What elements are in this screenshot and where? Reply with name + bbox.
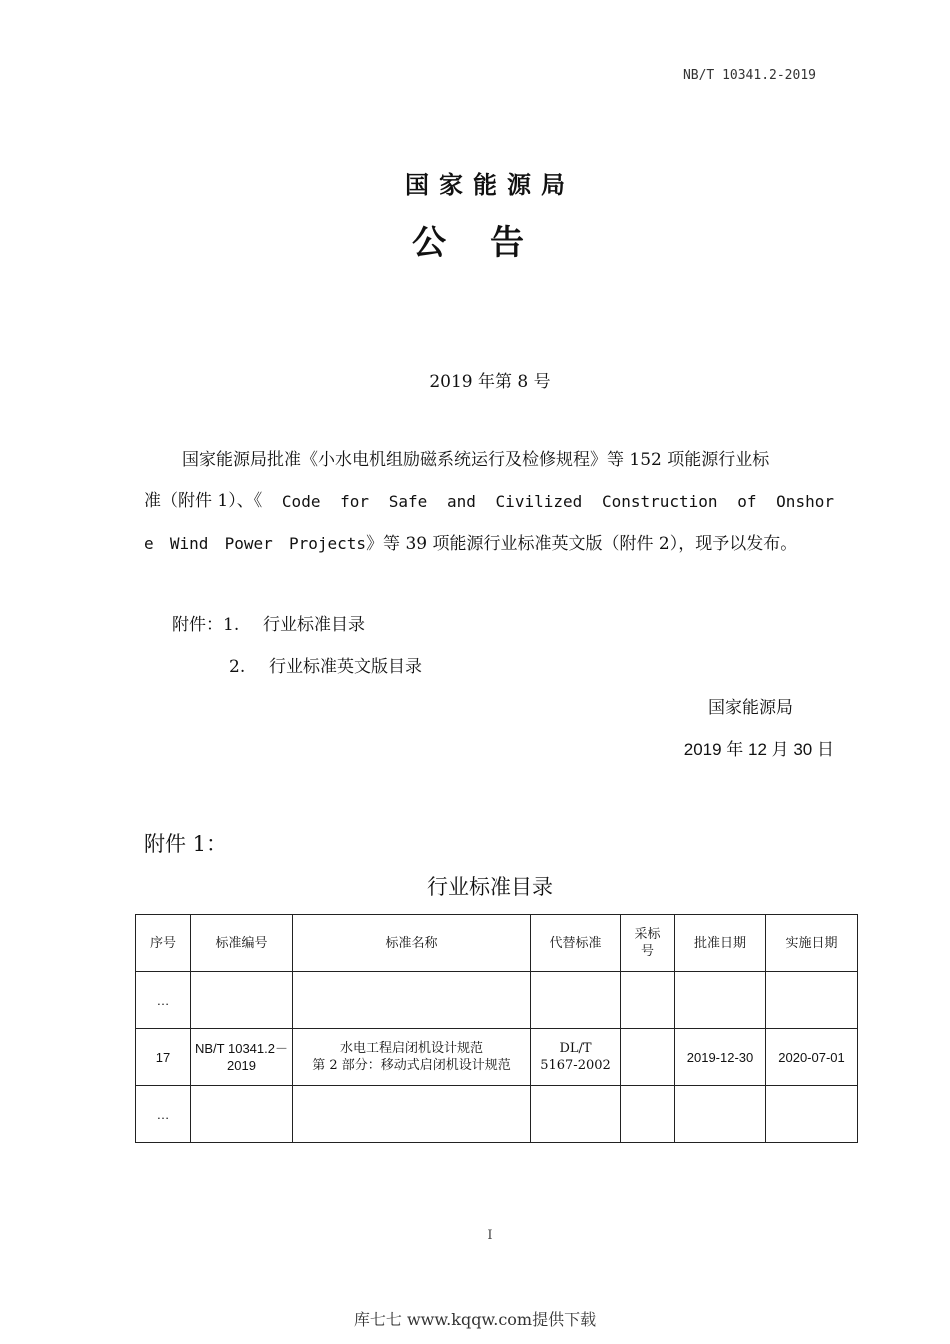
cell-approve-date — [675, 972, 766, 1029]
cell-effective-date: 2020-07-01 — [766, 1029, 858, 1086]
cell-name — [293, 1086, 531, 1143]
table-row — [136, 972, 858, 1029]
table-row — [136, 1029, 858, 1086]
english-title-word: Projects — [289, 534, 367, 553]
cell-code: NB/T 10341.2－2019 — [191, 1029, 293, 1086]
attachment-item-2 — [229, 657, 422, 678]
attachment-number: 2. — [229, 657, 246, 677]
download-watermark: 库七七 www.kqqw.com提供下载 — [353, 1310, 597, 1329]
cell-replaces — [531, 1086, 621, 1143]
cell-approve-date: 2019-12-30 — [675, 1029, 766, 1086]
announcement-paragraph-line-2 — [144, 491, 834, 512]
cell-name — [293, 1029, 531, 1086]
cell-approve-date — [675, 1086, 766, 1143]
english-title-word: Power — [224, 534, 273, 553]
attachment-title: 行业标准英文版目录 — [269, 657, 422, 677]
signature-organization: 国家能源局 — [708, 698, 793, 718]
column-header: 序号 — [136, 915, 191, 972]
notice-title: 公告 — [412, 223, 568, 263]
cell-adopt — [621, 1086, 675, 1143]
cell-seq: … — [136, 1086, 191, 1143]
table-row — [136, 1086, 858, 1143]
announcement-paragraph-line-3 — [144, 533, 797, 555]
table-title: 行业标准目录 — [427, 875, 553, 899]
english-title-word: e — [144, 534, 154, 553]
english-title-word: Code — [281, 492, 321, 511]
paragraph-text: 准（附件 1）、《 — [144, 491, 263, 511]
replaces-line: DL/T — [559, 1041, 592, 1056]
cell-seq: … — [136, 972, 191, 1029]
english-title-word: for — [340, 492, 370, 511]
cell-adopt — [621, 972, 675, 1029]
name-line: 水电工程启闭机设计规范 — [339, 1041, 483, 1056]
cell-effective-date — [766, 972, 858, 1029]
cell-code — [191, 1086, 293, 1143]
column-header: 批准日期 — [675, 915, 766, 972]
paragraph-text: 》等 39 项能源行业标准英文版（附件 2），现予以发布。 — [366, 534, 798, 554]
standards-table — [135, 914, 858, 1143]
english-title-word: and — [446, 492, 476, 511]
english-title-word: Civilized — [495, 492, 583, 511]
attachment-item-1 — [172, 615, 365, 636]
cell-name — [293, 972, 531, 1029]
cell-code — [191, 972, 293, 1029]
document-code: NB/T 10341.2-2019 — [682, 68, 816, 83]
replaces-line: 5167-2002 — [540, 1058, 611, 1073]
cell-seq: 17 — [136, 1029, 191, 1086]
column-header: 代替标准 — [531, 915, 621, 972]
column-header: 标准名称 — [293, 915, 531, 972]
cell-replaces — [531, 1029, 621, 1086]
english-title-word: Wind — [169, 534, 209, 553]
english-title-word: Onshor — [776, 492, 834, 511]
name-line: 第 2 部分：移动式启闭机设计规范 — [312, 1058, 511, 1073]
english-title-word: Construction — [601, 492, 718, 511]
page-number: I — [487, 1228, 493, 1243]
attachment-label: 附件： — [172, 615, 223, 635]
issue-number: 2019 年第 8 号 — [429, 372, 551, 392]
column-header: 标准编号 — [191, 915, 293, 972]
announcement-paragraph-line-1: 国家能源局批准《小水电机组励磁系统运行及检修规程》等 152 项能源行业标 — [182, 450, 770, 470]
agency-title: 国家能源局 — [405, 171, 575, 199]
column-header: 采标号 — [621, 915, 675, 972]
signature-date: 2019 年 12 月 30 日 — [683, 740, 834, 759]
cell-replaces — [531, 972, 621, 1029]
english-title-word: Safe — [388, 492, 428, 511]
attachment-heading: 附件 1： — [144, 832, 228, 856]
attachment-title: 行业标准目录 — [263, 615, 365, 635]
attachment-number: 1. — [223, 615, 240, 635]
cell-adopt — [621, 1029, 675, 1086]
cell-effective-date — [766, 1086, 858, 1143]
english-title-word: of — [737, 492, 757, 511]
column-header: 实施日期 — [766, 915, 858, 972]
table-header-row — [136, 915, 858, 972]
